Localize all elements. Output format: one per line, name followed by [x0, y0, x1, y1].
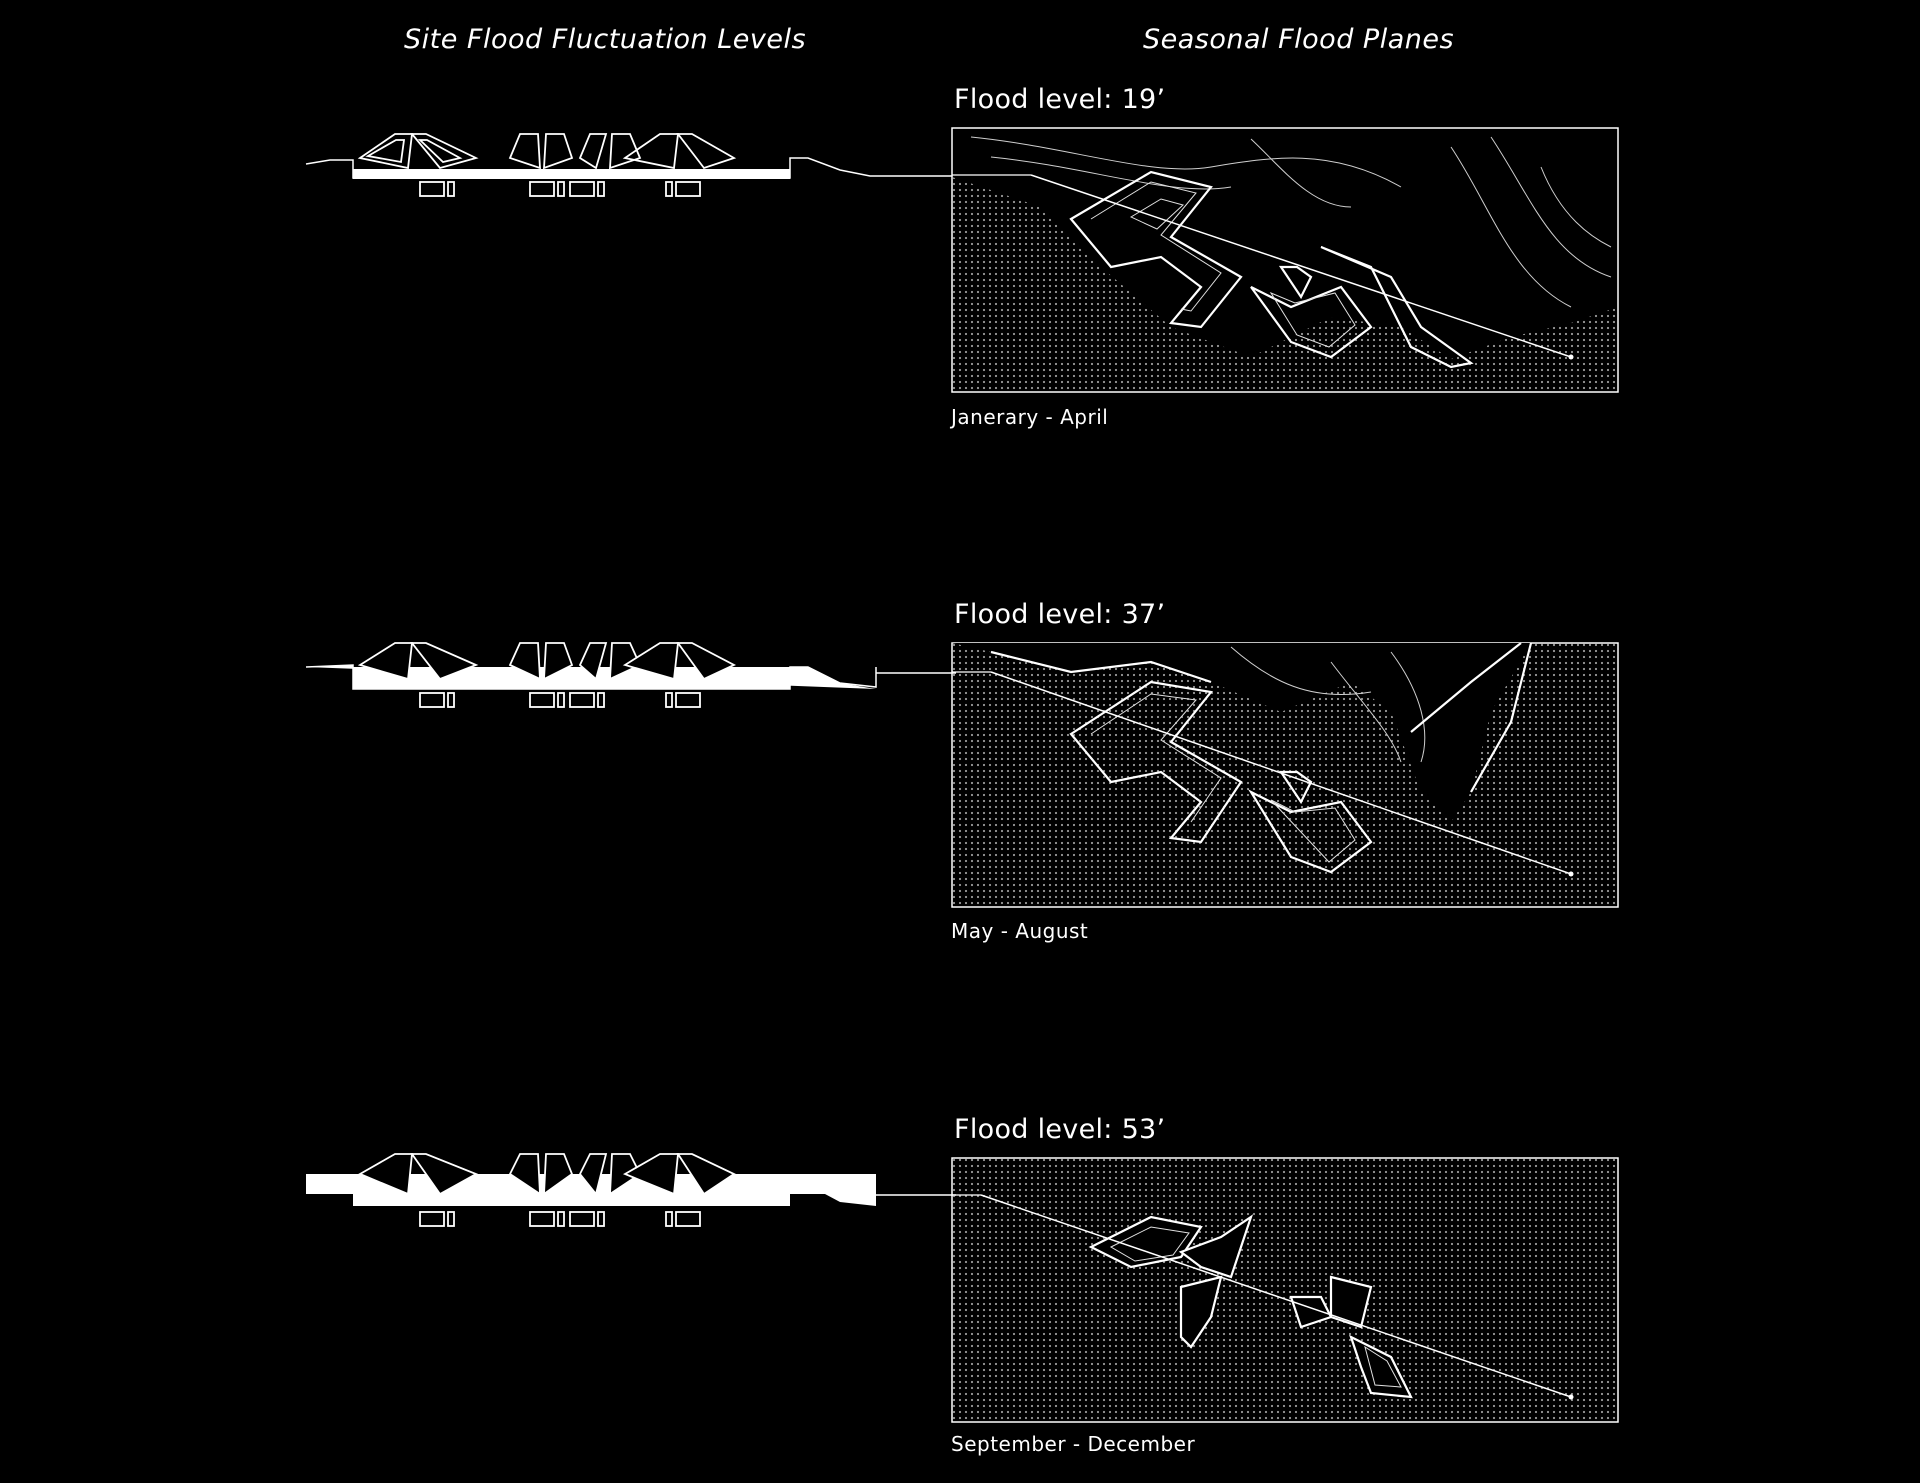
- section-heading-left: Site Flood Fluctuation Levels: [404, 24, 807, 55]
- section-heading-right: Seasonal Flood Planes: [1143, 24, 1455, 55]
- site-section-row-3: [300, 1150, 880, 1250]
- season-label-3: September - December: [951, 1432, 1196, 1456]
- site-section-row-2: [300, 635, 880, 735]
- flood-plane-3: [951, 1157, 1619, 1423]
- season-label-1: Janerary - April: [951, 405, 1109, 429]
- flood-plane-1: [951, 127, 1619, 393]
- flood-level-label-2: Flood level: 37’: [954, 599, 1166, 630]
- flood-level-label-1: Flood level: 19’: [954, 84, 1166, 115]
- season-label-2: May - August: [951, 919, 1089, 943]
- flood-plane-2: [951, 642, 1619, 908]
- flood-level-label-3: Flood level: 53’: [954, 1114, 1166, 1145]
- site-section-row-1: [300, 120, 880, 220]
